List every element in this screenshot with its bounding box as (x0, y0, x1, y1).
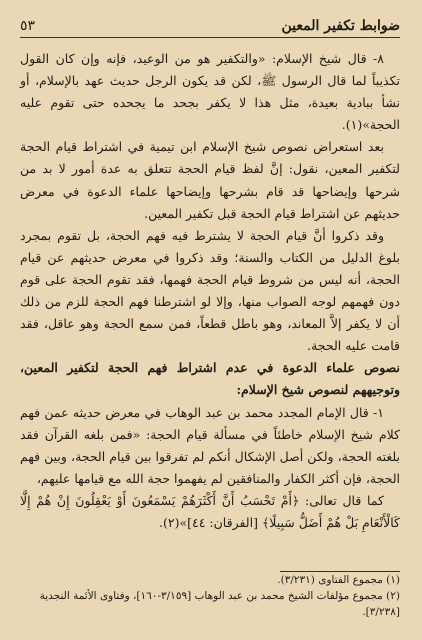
main-text (20, 48, 400, 534)
footnotes (20, 571, 400, 620)
page-number: ٥٣ (20, 18, 36, 34)
paragraph-quote-8: ٨- قال شيخ الإسلام: «والتكفير هو من الوعيد، فإنه وإن كان القول تكذيباً لما قال الرسول ﷺ، لكن قد يكون الرجل حديث عهد بالإسلام، أو نشأ ببادية بعيدة، مثل هذا لا يكفر بجحد ما يجحده حتى تقوم عليه الحجة»(١). (20, 51, 400, 133)
footnote-2: (٢) مجموع مؤلفات الشيخ محمد بن عبد الوهاب [٣/١٥٩-١٦٠]، وفتاوى الأئمة النجدية [٣/٢٣٨]. (39, 590, 400, 618)
section-heading: نصوص علماء الدعوة في عدم اشتراط فهم الحجة لتكفير المعين، وتوجيههم لنصوص شيخ الإسلام: (20, 360, 400, 398)
running-title: ضوابط تكفير المعين (281, 18, 400, 34)
paragraph-proof-condition: وقد ذكروا أنَّ قيام الحجة لا يشترط فيه فهم الحجة، بل تقوم بمجرد بلوغ الدليل من الكتاب والسنة؛ وقد ذكروا في معرض حديثهم عن قيام الحجة، أنه ليس من شروط قيام الحجة فهمها، فقد تقوم الحجة على قوم دون فهمهم لوجه الصواب منها، وإلا لو اشترطنا فهم الحجة للزم من ذلك أن لا يكفر إلاَّ المعاند، وهو باطل قطعاً، فمن سمع الحجة وهو عاقل، فقد قامت عليه الحجة. (20, 227, 400, 354)
paragraph-discussion: بعد استعراض نصوص شيخ الإسلام ابن تيمية في اشتراط قيام الحجة لتكفير المعين، نقول: إنَّ لفظ قيام الحجة تتعلق به عدة أمور لا بد من شرحها وإيضاحها قد قام بشرحها وإيضاحها علماء الدعوة في معرض حديثهم عن اشتراط قيام الحجة قبل تكفير المعين. (20, 139, 400, 221)
paragraph-quran-verse: كما قال تعالى: ﴿أَمْ تَحْسَبُ أَنَّ أَكْثَرَهُمْ يَسْمَعُونَ أَوْ يَعْقِلُونَ إِنْ هُمْ إِلَّا كَالْأَنْعَامِ بَلْ هُمْ أَضَلُّ سَبِيلًا﴾ [الفرقان: ٤٤]»(٢). (20, 492, 400, 530)
paragraph-quote-1: ١- قال الإمام المجدد محمد بن عبد الوهاب في معرض حديثه عمن فهم كلام شيخ الإسلام خاطئاً في مسألة قيام الحجة: «فمن بلغه القرآن فقد بلغته الحجة، ولكن أصل الإشكال أنكم لم تفرقوا بين قيام الحجة، وبين فهم الحجة، فإن أكثر الكفار والمنافقين لم يفهموا حجة الله مع قيامها عليهم، (20, 404, 400, 486)
footnote-1: (١) مجموع الفتاوى (٣/٢٣١). (277, 574, 400, 586)
page-header (20, 0, 400, 38)
